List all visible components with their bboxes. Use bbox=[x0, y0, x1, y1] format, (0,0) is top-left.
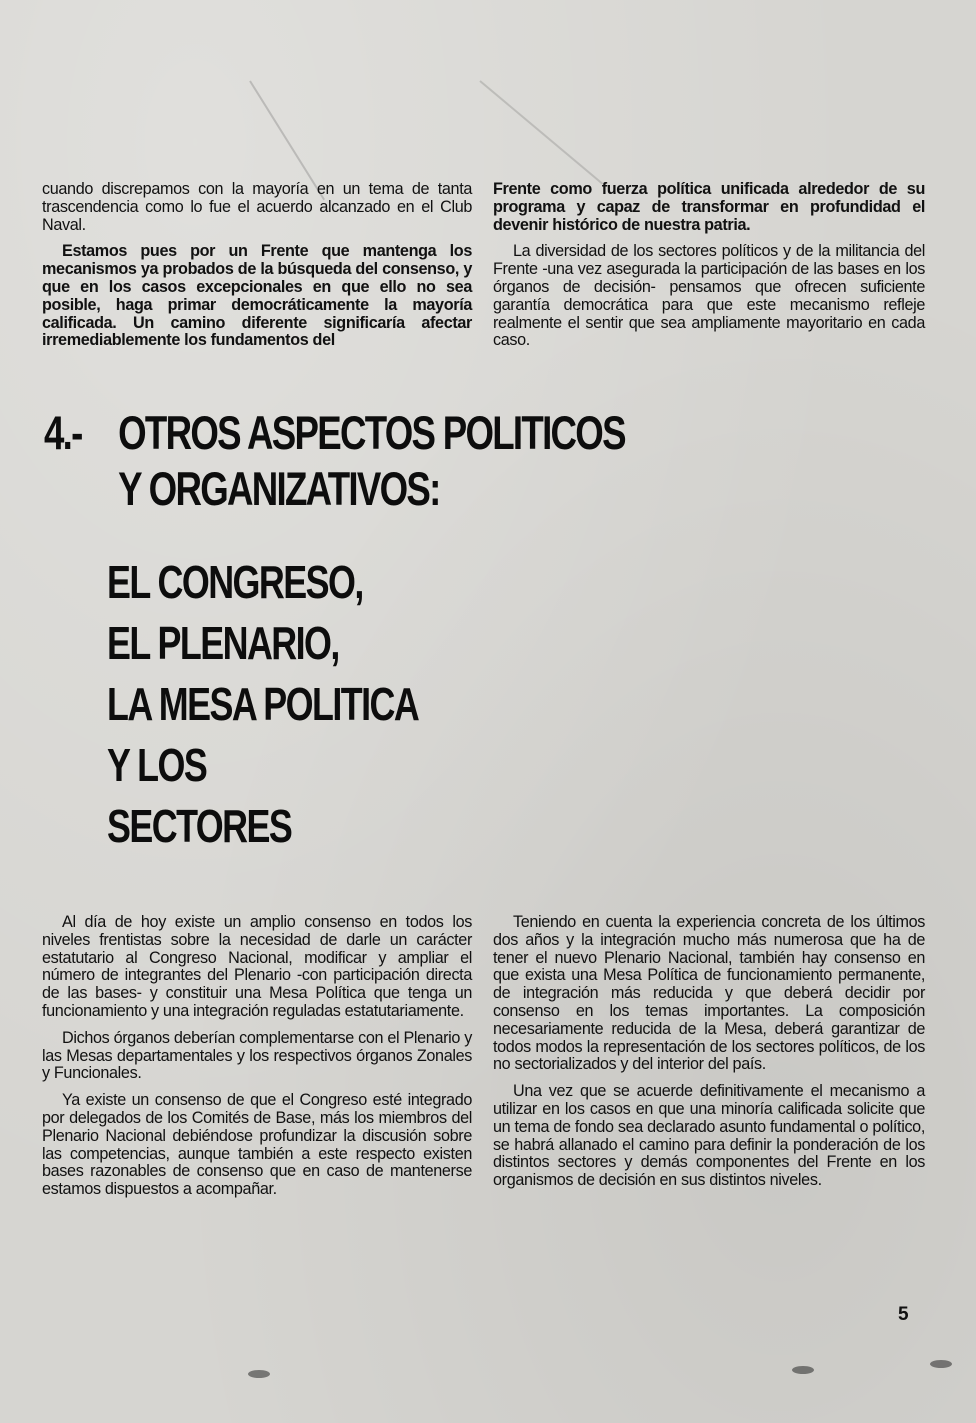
paper-fold-mark bbox=[479, 80, 603, 184]
top-right-column bbox=[493, 181, 925, 359]
section-subheading bbox=[107, 552, 418, 857]
subheading-line: EL PLENARIO, bbox=[107, 617, 339, 669]
paragraph: Al día de hoy existe un amplio consenso en todos los niveles frentistas sobre la necesidad de darle un carácter estatutario al Congreso Nacional, modificar y ampliar el número de integrantes del Plenario -con participación directa de las bases- y constituir una Mesa Política que tenga un funcionamiento y una integración reguladas estatutariamente. bbox=[42, 913, 472, 1020]
page-number: 5 bbox=[898, 1304, 909, 1325]
ink-smudge bbox=[248, 1370, 270, 1378]
paragraph: Dichos órganos deberían complementarse con el Plenario y las Mesas departamentales y los respectivos órganos Zonales y Funcionales. bbox=[42, 1028, 472, 1083]
paragraph: Una vez que se acuerde definitivamente el mecanismo a utilizar en los casos en que una minoría calificada solicite que un tema de fondo sea declarado asunto fundamental o político, se habrá allanado el camino para definir la ponderación de los distintos sectores y demás componentes del Frente en los organismos de decisión en sus distintos niveles. bbox=[493, 1082, 925, 1190]
subheading-line: SECTORES bbox=[107, 800, 292, 852]
bold-paragraph: Frente como fuerza política unificada alrededor de su programa y capaz de transformar en profundidad el devenir histórico de nuestra patria. bbox=[493, 180, 925, 234]
paragraph: cuando discrepamos con la mayoría en un tema de tanta trascendencia como lo fue el acuerdo alcanzado en el Club Naval. bbox=[42, 180, 472, 234]
paragraph: Ya existe un consenso de que el Congreso esté integrado por delegados de los Comités de Base, más los miembros del Plenario Nacional debiéndose profundizar la discusión sobre las competencias, aunque también a este respecto existen bases razonables de consenso que en caso de mantenerse estamos dispuestos a acompañar. bbox=[42, 1091, 472, 1199]
heading-line: Y ORGANIZATIVOS: bbox=[118, 462, 440, 515]
subheading-line: LA MESA POLITICA bbox=[107, 678, 419, 730]
paragraph: Teniendo en cuenta la experiencia concreta de los últimos dos años y la integración mucho más numerosa que ha de tener el nuevo Plenario Nacional, también hay consenso en que exista una Mesa Política de funcionamiento permanente, de integración más reducida y que deberá decidir por consenso en los temas importantes. La composición necesariamente reducida de la Mesa, deberá garantizar de todos modos la representación de los sectores políticos, de los no sectorializados y del interior del país. bbox=[493, 913, 925, 1074]
section-number: 4.- bbox=[44, 406, 82, 459]
heading-line: OTROS ASPECTOS POLITICOS bbox=[118, 406, 625, 459]
bottom-left-column bbox=[42, 914, 472, 1208]
subheading-line: EL CONGRESO, bbox=[107, 556, 363, 608]
ink-smudge bbox=[930, 1360, 952, 1368]
subheading-line: Y LOS bbox=[107, 739, 207, 791]
paragraph: La diversidad de los sectores políticos y de la militancia del Frente -una vez asegurada la participación de las bases en los órganos de decisión- pensamos que ofrecen suficiente garantía democrática para que este mecanismo refleje realmente el sentir que sea ampliamente mayoritario en cada caso. bbox=[493, 242, 925, 350]
bold-paragraph: Estamos pues por un Frente que mantenga los mecanismos ya probados de la búsqueda del consenso, y que en los casos excepcionales en que ello no sea posible, haga primar democráticamente la mayoría calificada. Un camino diferente significaría afectar irremediablemente los fundamentos del bbox=[42, 242, 472, 350]
top-left-column bbox=[42, 181, 472, 359]
ink-smudge bbox=[792, 1366, 814, 1374]
bottom-right-column bbox=[493, 914, 925, 1199]
section-heading bbox=[44, 405, 625, 517]
